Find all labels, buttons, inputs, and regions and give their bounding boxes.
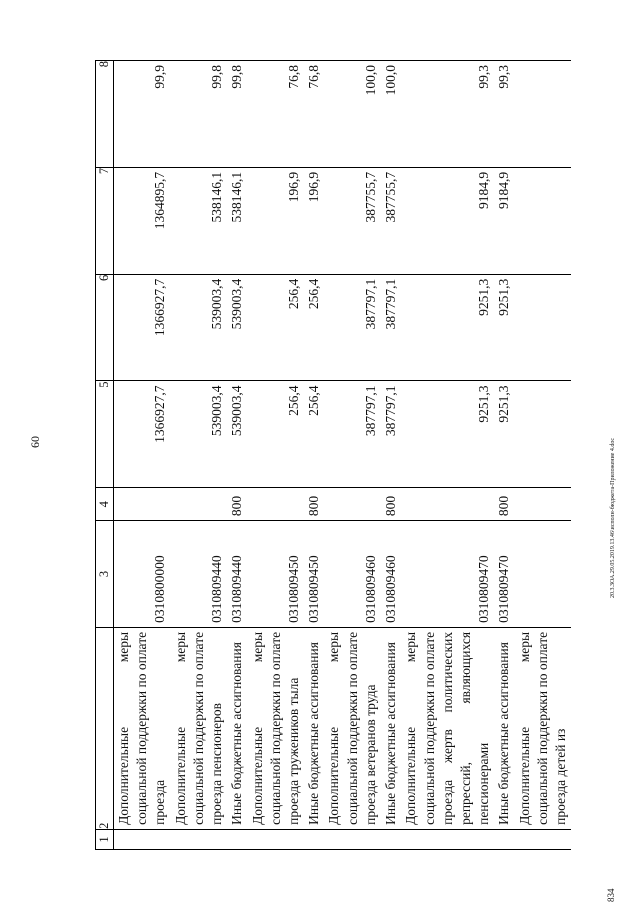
- cell-col-1: [227, 829, 247, 849]
- cell-type: [171, 488, 228, 521]
- cell-plan: 9251,3: [494, 381, 514, 488]
- cell-refined: 1366927,7: [114, 274, 171, 381]
- cell-code: 0310809460: [324, 521, 381, 628]
- budget-table: [95, 60, 571, 850]
- cell-percent: 99,3: [401, 61, 494, 168]
- header-col-8: 8: [96, 61, 114, 168]
- cell-executed: 387755,7: [381, 167, 401, 274]
- cell-executed: 196,9: [248, 167, 305, 274]
- cell-code: 0310809450: [248, 521, 305, 628]
- table-row: [248, 61, 305, 850]
- cell-executed: 387755,7: [324, 167, 381, 274]
- header-col-6: 6: [96, 274, 114, 381]
- cell-name: Иные бюджетные ассигнования: [227, 627, 247, 829]
- cell-col-1: [324, 829, 381, 849]
- cell-col-1: [494, 829, 514, 849]
- cell-col-1: [381, 829, 401, 849]
- cell-plan: [515, 381, 572, 488]
- cell-name: Иные бюджетные ассигнования: [381, 627, 401, 829]
- cell-plan: 256,4: [304, 381, 324, 488]
- cell-type: 800: [227, 488, 247, 521]
- cell-percent: 99,3: [494, 61, 514, 168]
- cell-refined: 9251,3: [494, 274, 514, 381]
- header-col-4: 4: [96, 488, 114, 521]
- cell-type: 800: [304, 488, 324, 521]
- cell-plan: 539003,4: [171, 381, 228, 488]
- cell-col-1: [171, 829, 228, 849]
- cell-executed: 196,9: [304, 167, 324, 274]
- corner-mark: 834: [606, 888, 616, 902]
- cell-name: Дополнительные меры социальной поддержки по оплате проезда ветеранов труда: [324, 627, 381, 829]
- cell-name: Дополнительные меры социальной поддержки по оплате проезда детей из: [515, 627, 572, 829]
- table-row: [324, 61, 381, 850]
- cell-type: [324, 488, 381, 521]
- cell-type: [248, 488, 305, 521]
- cell-executed: 538146,1: [227, 167, 247, 274]
- cell-executed: 1364895,7: [114, 167, 171, 274]
- cell-code: 0310809450: [304, 521, 324, 628]
- cell-name: Иные бюджетные ассигнования: [304, 627, 324, 829]
- cell-plan: 539003,4: [227, 381, 247, 488]
- cell-name: Иные бюджетные ассигнования: [494, 627, 514, 829]
- table-header-row: [96, 61, 114, 850]
- cell-code: 0310809470: [494, 521, 514, 628]
- header-col-7: 7: [96, 167, 114, 274]
- cell-executed: 9184,9: [494, 167, 514, 274]
- cell-col-1: [401, 829, 494, 849]
- header-col-3: 3: [96, 521, 114, 628]
- cell-plan: 387797,1: [324, 381, 381, 488]
- table-row: [381, 61, 401, 850]
- cell-name: Дополнительные меры социальной поддержки по оплате проезда жертв политических репрессий, являющихся пенсионерами: [401, 627, 494, 829]
- table-row: [304, 61, 324, 850]
- cell-code: 0310809440: [171, 521, 228, 628]
- footer-file-path: 20.3.ЗОА.29.05.2019.13.46\исполн-бюджета-Приложение 4.doc: [610, 438, 616, 598]
- cell-type: [515, 488, 572, 521]
- cell-code: 0310800000: [114, 521, 171, 628]
- page-number: 60: [28, 436, 42, 448]
- cell-refined: 387797,1: [381, 274, 401, 381]
- cell-code: [515, 521, 572, 628]
- cell-name: Дополнительные меры социальной поддержки по оплате проезда: [114, 627, 171, 829]
- rotated-page-content: [95, 60, 605, 850]
- cell-executed: [515, 167, 572, 274]
- cell-percent: 76,8: [248, 61, 305, 168]
- cell-type: [401, 488, 494, 521]
- cell-code: 0310809440: [227, 521, 247, 628]
- cell-refined: 9251,3: [401, 274, 494, 381]
- cell-plan: 9251,3: [401, 381, 494, 488]
- cell-refined: 539003,4: [227, 274, 247, 381]
- cell-refined: [515, 274, 572, 381]
- header-col-1: 1: [96, 829, 114, 849]
- cell-executed: 9184,9: [401, 167, 494, 274]
- cell-percent: 99,9: [114, 61, 171, 168]
- cell-code: 0310809470: [401, 521, 494, 628]
- table-row: [401, 61, 494, 850]
- cell-percent: 76,8: [304, 61, 324, 168]
- cell-percent: 100,0: [381, 61, 401, 168]
- cell-plan: 1366927,7: [114, 381, 171, 488]
- cell-col-1: [515, 829, 572, 849]
- table-row: [494, 61, 514, 850]
- cell-percent: 99,8: [171, 61, 228, 168]
- cell-col-1: [304, 829, 324, 849]
- cell-executed: 538146,1: [171, 167, 228, 274]
- cell-name: Дополнительные меры социальной поддержки по оплате проезда пенсионеров: [171, 627, 228, 829]
- cell-percent: 100,0: [324, 61, 381, 168]
- cell-refined: 256,4: [304, 274, 324, 381]
- cell-type: 800: [381, 488, 401, 521]
- cell-code: 0310809460: [381, 521, 401, 628]
- cell-type: [114, 488, 171, 521]
- cell-plan: 256,4: [248, 381, 305, 488]
- table-row: [227, 61, 247, 850]
- cell-refined: 539003,4: [171, 274, 228, 381]
- table-row: [171, 61, 228, 850]
- cell-col-1: [114, 829, 171, 849]
- cell-plan: 387797,1: [381, 381, 401, 488]
- table-row: [114, 61, 171, 850]
- cell-name: Дополнительные меры социальной поддержки по оплате проезда тружеников тыла: [248, 627, 305, 829]
- cell-type: 800: [494, 488, 514, 521]
- cell-percent: [515, 61, 572, 168]
- cell-refined: 387797,1: [324, 274, 381, 381]
- cell-percent: 99,8: [227, 61, 247, 168]
- cell-refined: 256,4: [248, 274, 305, 381]
- header-col-5: 5: [96, 381, 114, 488]
- cell-col-1: [248, 829, 305, 849]
- table-body: [114, 61, 572, 850]
- header-col-2: 2: [96, 627, 114, 829]
- table-row: [515, 61, 572, 850]
